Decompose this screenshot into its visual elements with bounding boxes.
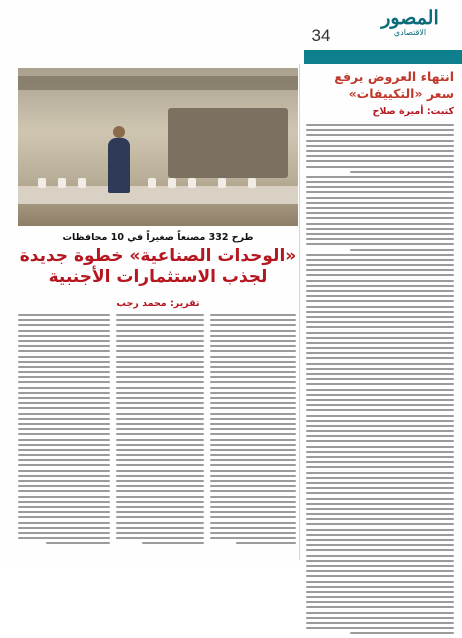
logo-subtitle: الاقتصادي	[393, 28, 427, 37]
logo-name: المصور	[381, 7, 439, 29]
right-article-body	[306, 124, 454, 638]
magazine-logo	[368, 8, 452, 38]
main-article-kicker: طرح 332 مصنعاً صغيراً في 10 محافظات	[62, 232, 254, 243]
main-article-column-2	[116, 314, 204, 547]
main-article-byline: تقرير: محمد رجب	[116, 298, 200, 309]
right-article-byline: كتبت: أميرة صلاح	[372, 106, 454, 117]
main-article-headline: «الوحدات الصناعية» خطوة جديدة لجذب الاستثمارات الأجنبية	[19, 246, 297, 287]
page-number: 34	[311, 26, 331, 45]
right-article-headline: انتهاء العروض يرفع سعر «التكييفات»	[334, 69, 454, 101]
main-article-column-3	[18, 314, 110, 547]
header-bar	[304, 50, 462, 64]
column-divider	[299, 64, 300, 560]
factory-photo	[18, 68, 298, 226]
main-article-column-1	[210, 314, 296, 547]
